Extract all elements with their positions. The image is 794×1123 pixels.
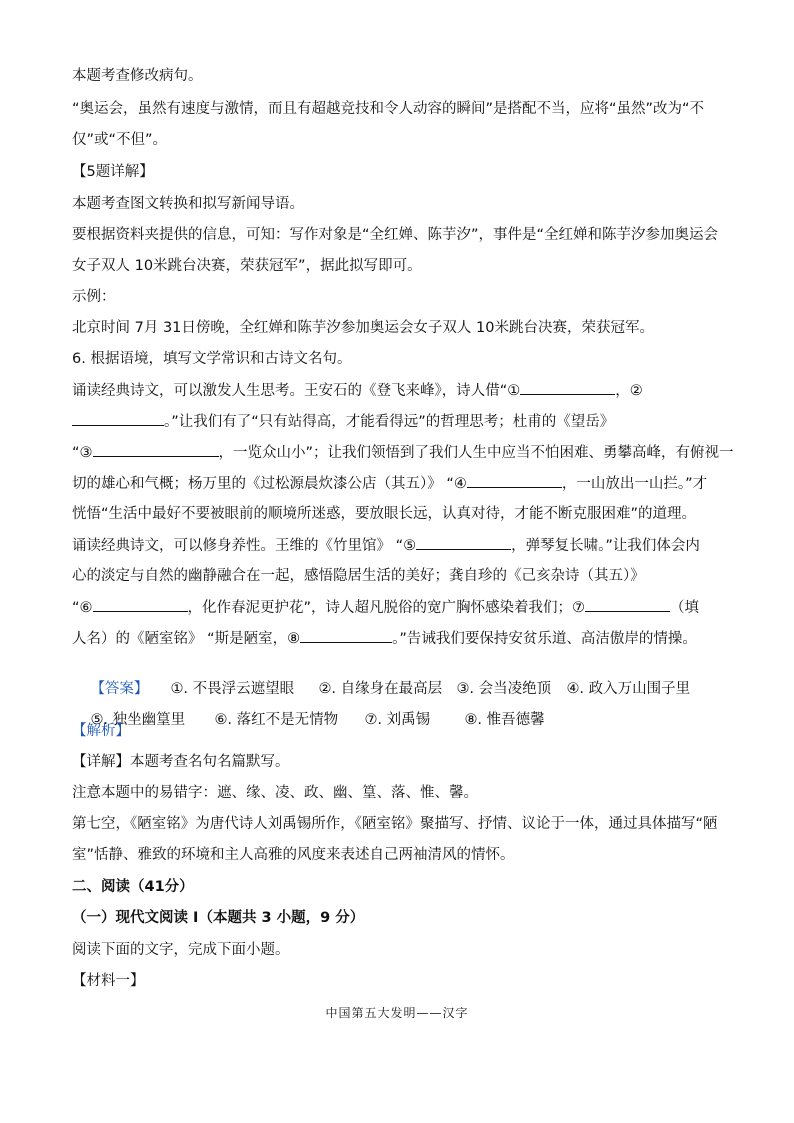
section-heading: 二、阅读（41分）: [72, 879, 194, 895]
analysis-label: 【解析】: [72, 723, 130, 739]
fill-blank: [520, 380, 615, 395]
material-title: 中国第五大发明——汉字: [325, 1006, 469, 1020]
fill-blank: [72, 411, 164, 426]
text-line: 第七空，《陋室铭》为唐代诗人刘禹锡所作，《陋室铭》聚描写、抒情、议论于一体，通过具体描写“陋: [72, 816, 718, 832]
text-line: 仅”或“不但”。: [72, 132, 168, 148]
answer-label: 【答案】: [90, 681, 149, 697]
answer-item: ⑦. 刘禹锡: [364, 712, 431, 728]
text-line: 切的雄心和气概；杨万里的《过松源晨炊漆公店（其五）》 “④ ，一山放出一山拦。”才: [72, 473, 707, 494]
answer-item: ①. 不畏浮云遮望眼: [170, 681, 295, 697]
answer-item: ②. 自缘身在最高层: [318, 681, 443, 697]
material-label: 【材料一】: [72, 973, 145, 989]
answer-item: ⑤. 独坐幽篁里: [90, 712, 186, 728]
fill-blank: [93, 597, 188, 612]
question-title: 6. 根据语境，填写文学常识和古诗文名句。: [72, 351, 352, 367]
text-line: “⑥ ，化作春泥更护花”，诗人超凡脱俗的宽广胸怀感染着我们；⑦ （填: [72, 597, 699, 618]
answer-item: ⑥. 落红不是无情物: [214, 712, 339, 728]
text-line: “③ ，一览众山小”；让我们领悟到了我们人生中应当不怕困难、勇攀高峰，有俯视一: [72, 442, 734, 463]
text-line: 本题考查图文转换和拟写新闻导语。: [72, 196, 304, 212]
answer-item: ③. 会当凌绝顶: [456, 681, 552, 697]
text-line: 要根据资料夹提供的信息，可知：写作对象是“全红婵、陈芋汐”，事件是“全红婵和陈芋汐参加奥运会: [72, 227, 719, 243]
text-line: “奥运会，虽然有速度与激情，而且有超越竞技和令人动容的瞬间”是搭配不当，应将“虽然”改为“不: [72, 101, 705, 117]
text-line: 北京时间 7月 31日傍晚，全红婵和陈芋汐参加奥运会女子双人 10米跳台决赛，荣获冠军。: [72, 320, 654, 336]
text-line: 本题考查修改病句。: [72, 68, 203, 84]
answer-item: ⑧. 惟吾德馨: [464, 712, 545, 728]
text-line: 【详解】本题考查名句名篇默写。: [72, 754, 290, 770]
text-line: 室”恬静、雅致的环境和主人高雅的风度来表述自己两袖清风的情怀。: [72, 847, 515, 863]
section-heading: 【5题详解】: [72, 164, 154, 180]
text-line: 诵读经典诗文，可以修身养性。王维的《竹里馆》 “⑤ ，弹琴复长啸。”让我们体会内: [72, 535, 700, 556]
text-line: 恍悟“生活中最好不要被眼前的顺境所迷惑，要放眼长远，认真对待，才能不断克服困难”的道理。: [72, 506, 697, 522]
fill-blank: [467, 473, 562, 488]
answer-item: ④. 政入万山围子里: [566, 681, 691, 697]
answer-row: [72, 690, 545, 750]
text-line: 女子双人 10米跳台决赛，荣获冠军”，据此拟写即可。: [72, 258, 422, 274]
fill-blank: [585, 597, 670, 612]
text-line: 注意本题中的易错字：遮、缘、凌、政、幽、篁、落、惟、馨。: [72, 785, 478, 801]
text-line: 阅读下面的文字，完成下面小题。: [72, 942, 290, 958]
text-line: 人名）的《陋室铭》 “斯是陋室，⑧ 。”告诫我们要保持安贫乐道、高洁傲岸的情操。: [72, 628, 697, 649]
fill-blank: [300, 628, 392, 643]
text-line: 诵读经典诗文，可以激发人生思考。王安石的《登飞来峰》，诗人借“① ，②: [72, 380, 643, 401]
text-line: 。”让我们有了“只有站得高，才能看得远”的哲理思考；杜甫的《望岳》: [72, 411, 614, 432]
fill-blank: [93, 442, 219, 457]
fill-blank: [416, 535, 511, 550]
text-line: 心的淡定与自然的幽静融合在一起，感悟隐居生活的美好；龚自珍的《己亥杂诗（其五）》: [72, 568, 645, 584]
text-line: 示例：: [72, 289, 116, 305]
subsection-heading: （一）现代文阅读 I（本题共 3 小题，9 分）: [72, 910, 365, 926]
